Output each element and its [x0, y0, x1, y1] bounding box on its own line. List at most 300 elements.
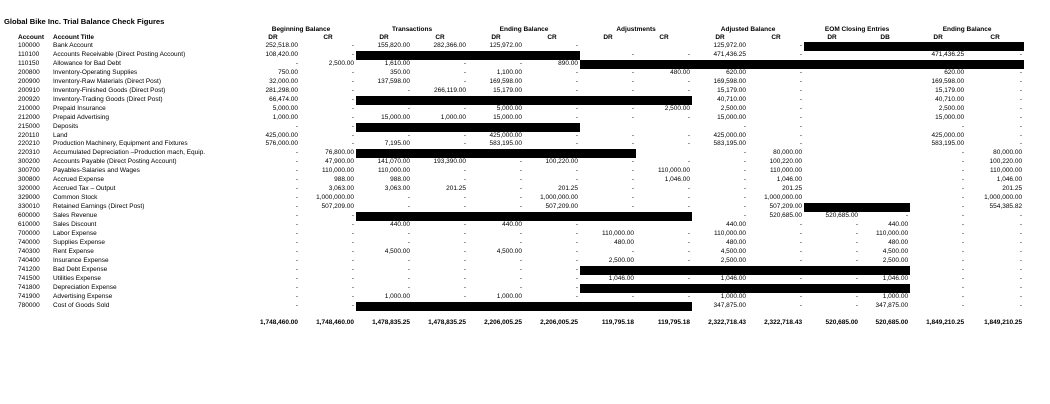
- account-number: 741900: [18, 292, 40, 300]
- blacked-out-cell: [356, 302, 412, 311]
- amount-cell: -: [351, 68, 355, 76]
- amount-cell: 620.00: [726, 68, 747, 76]
- amount-cell: 110,000.00: [876, 230, 909, 238]
- account-number: 741200: [18, 265, 40, 273]
- amount-cell: -: [961, 301, 965, 309]
- amount-cell: -: [799, 68, 803, 76]
- account-title: Rent Expense: [53, 247, 94, 255]
- amount-cell: [860, 87, 910, 96]
- amount-cell: [804, 132, 860, 141]
- account-title: Cost of Goods Sold: [53, 301, 110, 309]
- amount-cell: 7,195.00: [384, 140, 411, 148]
- amount-cell: 15,179.00: [493, 86, 523, 94]
- amount-cell: [860, 158, 910, 167]
- amount-cell: -: [575, 221, 579, 229]
- account-title: Deposits: [53, 122, 79, 130]
- table-row: [2, 123, 1024, 132]
- table-row: [2, 105, 1024, 114]
- amount-cell: -: [351, 140, 355, 148]
- amount-cell: 750.00: [278, 68, 298, 76]
- amount-cell: -: [575, 131, 579, 139]
- amount-cell: 281,298.00: [265, 86, 298, 94]
- account-title: Allowance for Bad Debt: [53, 59, 121, 67]
- amount-cell: -: [1019, 256, 1023, 264]
- amount-cell: 4,500.00: [496, 247, 523, 255]
- amount-cell: -: [575, 247, 579, 255]
- amount-cell: -: [575, 292, 579, 300]
- amount-cell: -: [1019, 131, 1023, 139]
- amount-cell: -: [575, 265, 579, 273]
- amount-cell: [580, 42, 636, 51]
- blacked-out-cell: [412, 51, 468, 60]
- amount-cell: -: [295, 274, 298, 282]
- amount-cell: -: [799, 274, 803, 282]
- amount-cell: -: [463, 283, 467, 291]
- table-row: [2, 248, 1024, 257]
- total-cell: 1,849,210.25: [984, 318, 1023, 326]
- account-title: Inventory-Trading Goods (Direct Post): [53, 95, 163, 103]
- amount-cell: 480.00: [888, 238, 909, 246]
- amount-cell: -: [687, 113, 691, 121]
- amount-cell: -: [351, 77, 355, 85]
- amount-cell: 4,500.00: [384, 247, 411, 255]
- amount-cell: -: [1019, 104, 1023, 112]
- amount-cell: -: [799, 122, 803, 130]
- amount-cell: -: [295, 194, 298, 202]
- total-cell: 520,685.00: [825, 318, 859, 326]
- amount-cell: 80,000.00: [773, 149, 803, 157]
- amount-cell: [860, 132, 910, 141]
- amount-cell: -: [575, 283, 579, 291]
- account-number: 300700: [18, 167, 40, 175]
- account-title: Prepaid Advertising: [53, 113, 110, 121]
- blacked-out-cell: [636, 266, 692, 275]
- blacked-out-cell: [468, 123, 524, 132]
- amount-cell: 125,972.00: [713, 42, 747, 49]
- amount-cell: -: [687, 140, 691, 148]
- total-cell: 1,748,460.00: [316, 318, 355, 326]
- amount-cell: 100,220.00: [989, 158, 1023, 166]
- amount-cell: 890.00: [558, 59, 579, 67]
- amount-cell: -: [961, 185, 965, 193]
- amount-cell: -: [463, 247, 467, 255]
- amount-cell: -: [855, 301, 859, 309]
- amount-cell: -: [351, 42, 355, 49]
- amount-cell: -: [687, 274, 691, 282]
- total-cell: 520,685.00: [875, 318, 909, 326]
- amount-cell: [860, 105, 910, 114]
- amount-cell: -: [295, 292, 298, 300]
- amount-cell: -: [463, 167, 467, 175]
- amount-cell: -: [743, 122, 747, 130]
- account-title: Bank Account: [53, 42, 93, 49]
- amount-cell: -: [407, 194, 411, 202]
- blacked-out-cell: [580, 302, 636, 311]
- blacked-out-cell: [580, 266, 636, 275]
- amount-cell: -: [1019, 77, 1023, 85]
- amount-cell: -: [295, 265, 298, 273]
- sub-header: DR: [379, 34, 389, 41]
- amount-cell: -: [631, 86, 635, 94]
- amount-cell: -: [519, 59, 523, 67]
- amount-cell: -: [575, 113, 579, 121]
- sub-header: DR: [933, 34, 943, 41]
- group-header: Ending Balance: [942, 26, 992, 33]
- account-number: 329000: [18, 194, 40, 202]
- amount-cell: [860, 140, 910, 149]
- totals-row: [2, 317, 1024, 328]
- sub-header: CR: [435, 34, 445, 41]
- amount-cell: [804, 167, 860, 176]
- blacked-out-cell: [636, 212, 692, 221]
- amount-cell: 110,000.00: [321, 167, 355, 175]
- amount-cell: 3,063.00: [384, 185, 411, 193]
- sub-header: DB: [880, 34, 890, 41]
- amount-cell: 66,474.00: [269, 95, 298, 103]
- amount-cell: -: [743, 149, 747, 157]
- amount-cell: 471,436.25: [713, 50, 747, 58]
- table-row: [2, 221, 1024, 230]
- sub-header: DR: [268, 34, 278, 41]
- amount-cell: -: [295, 283, 298, 291]
- amount-cell: [860, 185, 910, 194]
- table-row: [2, 284, 1024, 293]
- amount-cell: -: [295, 59, 298, 67]
- amount-cell: 2,500.00: [664, 104, 691, 112]
- account-title: Common Stock: [53, 194, 98, 202]
- amount-cell: -: [1019, 274, 1023, 282]
- amount-cell: -: [687, 158, 691, 166]
- amount-cell: -: [799, 95, 803, 103]
- account-title: Accounts Payable (Direct Posting Account): [53, 158, 177, 166]
- amount-cell: -: [631, 176, 635, 184]
- blacked-out-cell: [412, 149, 468, 158]
- amount-cell: -: [961, 167, 965, 175]
- amount-cell: -: [1019, 292, 1023, 300]
- total-cell: 119,795.18: [657, 318, 691, 326]
- blacked-out-cell: [966, 42, 1024, 51]
- amount-cell: -: [519, 256, 523, 264]
- amount-cell: -: [575, 230, 579, 238]
- amount-cell: 1,000.00: [496, 292, 523, 300]
- amount-cell: -: [743, 203, 747, 211]
- amount-cell: -: [351, 50, 355, 58]
- blacked-out-cell: [860, 42, 910, 51]
- amount-cell: -: [351, 131, 355, 139]
- blacked-out-cell: [468, 51, 524, 60]
- amount-cell: -: [575, 77, 579, 85]
- amount-cell: [636, 42, 692, 51]
- amount-cell: -: [295, 185, 298, 193]
- amount-cell: -: [295, 167, 298, 175]
- amount-cell: -: [961, 221, 965, 229]
- amount-cell: [804, 185, 860, 194]
- blacked-out-cell: [412, 302, 468, 311]
- amount-cell: -: [631, 77, 635, 85]
- amount-cell: 1,000.00: [384, 292, 411, 300]
- blacked-out-cell: [910, 42, 966, 51]
- amount-cell: -: [961, 122, 965, 130]
- blacked-out-cell: [580, 96, 636, 105]
- sub-header: CR: [659, 34, 669, 41]
- table-row: [2, 185, 1024, 194]
- amount-cell: -: [295, 176, 298, 184]
- amount-cell: 1,046.00: [608, 274, 635, 282]
- amount-cell: [804, 123, 860, 132]
- sub-header: DR: [827, 34, 837, 41]
- amount-cell: 425,000.00: [489, 131, 523, 139]
- amount-cell: [804, 87, 860, 96]
- amount-cell: 141,070.00: [377, 158, 411, 166]
- blacked-out-cell: [468, 212, 524, 221]
- amount-cell: -: [351, 247, 355, 255]
- amount-cell: 620.00: [944, 68, 965, 76]
- amount-cell: -: [631, 158, 635, 166]
- table-row: [2, 87, 1024, 96]
- amount-cell: -: [295, 122, 298, 130]
- amount-cell: [860, 51, 910, 60]
- amount-cell: 15,000.00: [717, 113, 747, 121]
- amount-cell: 1,046.00: [776, 176, 803, 184]
- amount-cell: -: [463, 194, 467, 202]
- amount-cell: 1,046.00: [882, 274, 909, 282]
- account-number: 220110: [18, 131, 40, 139]
- amount-cell: 201.25: [782, 185, 803, 193]
- blacked-out-cell: [524, 51, 580, 60]
- account-title: Payables-Salaries and Wages: [53, 167, 140, 175]
- amount-cell: -: [351, 283, 355, 291]
- amount-cell: [804, 105, 860, 114]
- amount-cell: -: [407, 274, 411, 282]
- table-row: [2, 140, 1024, 149]
- account-number: 330010: [18, 203, 40, 211]
- amount-cell: -: [855, 292, 859, 300]
- amount-cell: -: [1019, 238, 1023, 246]
- amount-cell: 1,000.00: [272, 113, 298, 121]
- blacked-out-cell: [356, 96, 412, 105]
- amount-cell: -: [799, 77, 803, 85]
- amount-cell: 266,119.00: [433, 86, 467, 94]
- account-number: 100000: [18, 42, 40, 49]
- amount-cell: -: [407, 203, 411, 211]
- account-title: Inventory-Operating Supplies: [53, 68, 138, 76]
- account-number: 110100: [18, 50, 40, 58]
- amount-cell: [804, 194, 860, 203]
- amount-cell: -: [687, 203, 691, 211]
- amount-cell: -: [463, 256, 467, 264]
- amount-cell: -: [743, 176, 747, 184]
- account-number: 320000: [18, 185, 40, 193]
- account-number: 700000: [18, 230, 40, 238]
- blacked-out-cell: [860, 266, 910, 275]
- amount-cell: -: [961, 212, 965, 220]
- amount-cell: 1,000.00: [882, 292, 909, 300]
- account-number: 210000: [18, 104, 40, 112]
- amount-cell: -: [519, 283, 523, 291]
- amount-cell: -: [295, 230, 298, 238]
- account-title: Inventory-Finished Goods (Direct Post): [53, 86, 166, 94]
- amount-cell: -: [743, 158, 747, 166]
- amount-cell: [580, 221, 636, 230]
- amount-cell: 5,000.00: [272, 104, 298, 112]
- amount-cell: [804, 176, 860, 185]
- amount-cell: 40,710.00: [717, 95, 747, 103]
- group-header: Adjusted Balance: [720, 26, 776, 33]
- amount-cell: [860, 69, 910, 78]
- blacked-out-cell: [412, 123, 468, 132]
- amount-cell: 988.00: [334, 176, 355, 184]
- blacked-out-cell: [860, 203, 910, 212]
- blacked-out-cell: [636, 60, 692, 69]
- amount-cell: 583,195.00: [489, 140, 523, 148]
- amount-cell: [804, 51, 860, 60]
- amount-cell: 15,000.00: [493, 113, 523, 121]
- blacked-out-cell: [636, 302, 692, 311]
- amount-cell: -: [463, 238, 467, 246]
- total-cell: 1,849,210.25: [926, 318, 965, 326]
- amount-cell: -: [575, 167, 579, 175]
- amount-cell: 480.00: [726, 238, 747, 246]
- amount-cell: 1,046.00: [664, 176, 691, 184]
- amount-cell: [860, 123, 910, 132]
- amount-cell: -: [463, 77, 467, 85]
- amount-cell: -: [961, 274, 965, 282]
- amount-cell: 1,000,000.00: [764, 194, 803, 202]
- account-number: 610000: [18, 221, 40, 229]
- amount-cell: [860, 167, 910, 176]
- blacked-out-cell: [468, 302, 524, 311]
- amount-cell: -: [295, 256, 298, 264]
- table-row: [2, 302, 1024, 311]
- amount-cell: -: [631, 68, 635, 76]
- blacked-out-cell: [692, 284, 748, 293]
- amount-cell: -: [351, 292, 355, 300]
- amount-cell: -: [961, 283, 965, 291]
- account-title: Accumulated Depreciation –Production mach, Equip.: [53, 149, 206, 157]
- amount-cell: [804, 78, 860, 87]
- amount-cell: -: [961, 256, 965, 264]
- amount-cell: 125,972.00: [489, 42, 523, 49]
- blacked-out-cell: [356, 123, 412, 132]
- amount-cell: 440.00: [502, 221, 523, 229]
- amount-cell: [804, 69, 860, 78]
- header-blank: [2, 26, 246, 34]
- amount-cell: 155,820.00: [377, 42, 411, 49]
- amount-cell: [804, 158, 860, 167]
- sheet-title: Global Bike Inc. Trial Balance Check Figures: [4, 17, 165, 26]
- amount-cell: -: [463, 221, 467, 229]
- total-cell: 2,322,718.43: [708, 318, 747, 326]
- blacked-out-cell: [524, 96, 580, 105]
- amount-cell: -: [687, 185, 691, 193]
- amount-cell: 5,000.00: [496, 104, 523, 112]
- amount-cell: 193,390.00: [433, 158, 467, 166]
- amount-cell: -: [295, 203, 298, 211]
- blacked-out-cell: [692, 266, 748, 275]
- amount-cell: -: [407, 283, 411, 291]
- amount-cell: -: [463, 59, 467, 67]
- blacked-out-cell: [412, 212, 468, 221]
- blacked-out-cell: [580, 60, 636, 69]
- blacked-out-cell: [748, 284, 804, 293]
- blacked-out-cell: [692, 60, 748, 69]
- amount-cell: 576,000.00: [265, 140, 298, 148]
- amount-cell: 110,000.00: [377, 167, 411, 175]
- amount-cell: 40,710.00: [935, 95, 965, 103]
- amount-cell: 108,420.00: [265, 50, 298, 58]
- amount-cell: -: [687, 50, 691, 58]
- amount-cell: -: [631, 167, 635, 175]
- amount-cell: -: [407, 104, 411, 112]
- blacked-out-cell: [356, 212, 412, 221]
- amount-cell: -: [407, 230, 411, 238]
- amount-cell: -: [463, 265, 467, 273]
- account-number: 300200: [18, 158, 40, 166]
- amount-cell: -: [295, 301, 298, 309]
- table-row: [2, 167, 1024, 176]
- amount-cell: -: [905, 212, 909, 220]
- blacked-out-cell: [524, 212, 580, 221]
- amount-cell: -: [575, 140, 579, 148]
- amount-cell: -: [519, 238, 523, 246]
- account-number: 780000: [18, 301, 40, 309]
- amount-cell: 440.00: [888, 221, 909, 229]
- amount-cell: [860, 96, 910, 105]
- amount-cell: -: [575, 104, 579, 112]
- amount-cell: -: [295, 158, 298, 166]
- account-title: Retained Earnings (Direct Post): [53, 203, 145, 211]
- account-title: Production Machinery, Equipment and Fixtures: [53, 140, 188, 148]
- account-title: Advertising Expense: [53, 292, 113, 300]
- blacked-out-cell: [804, 203, 860, 212]
- amount-cell: -: [631, 50, 635, 58]
- table-row: [2, 194, 1024, 203]
- amount-cell: -: [631, 185, 635, 193]
- amount-cell: -: [295, 238, 298, 246]
- amount-cell: 2,500.00: [720, 256, 747, 264]
- amount-cell: 4,500.00: [720, 247, 747, 255]
- blacked-out-cell: [580, 212, 636, 221]
- amount-cell: -: [687, 292, 691, 300]
- account-title: Prepaid Insurance: [53, 104, 106, 112]
- amount-cell: 554,385.82: [989, 203, 1023, 211]
- amount-cell: -: [687, 238, 691, 246]
- blacked-out-cell: [748, 266, 804, 275]
- amount-cell: 2,500.00: [882, 256, 909, 264]
- table-row: [2, 78, 1024, 87]
- sub-header: CR: [323, 34, 333, 41]
- amount-cell: -: [351, 238, 355, 246]
- total-cell: 2,206,005.25: [540, 318, 579, 326]
- amount-cell: -: [1019, 86, 1023, 94]
- amount-cell: 480.00: [670, 68, 691, 76]
- amount-cell: -: [351, 274, 355, 282]
- amount-cell: 583,195.00: [931, 140, 965, 148]
- amount-cell: -: [1019, 265, 1023, 273]
- amount-cell: -: [799, 140, 803, 148]
- amount-cell: [804, 149, 860, 158]
- amount-cell: -: [463, 104, 467, 112]
- table-row: [2, 114, 1024, 123]
- amount-cell: -: [631, 104, 635, 112]
- amount-cell: -: [519, 167, 523, 175]
- amount-cell: -: [799, 131, 803, 139]
- amount-cell: -: [631, 292, 635, 300]
- totals-blank: [2, 317, 246, 328]
- group-header: Ending Balance: [499, 26, 549, 33]
- amount-cell: -: [799, 221, 803, 229]
- account-title-header: Account Title: [53, 34, 95, 41]
